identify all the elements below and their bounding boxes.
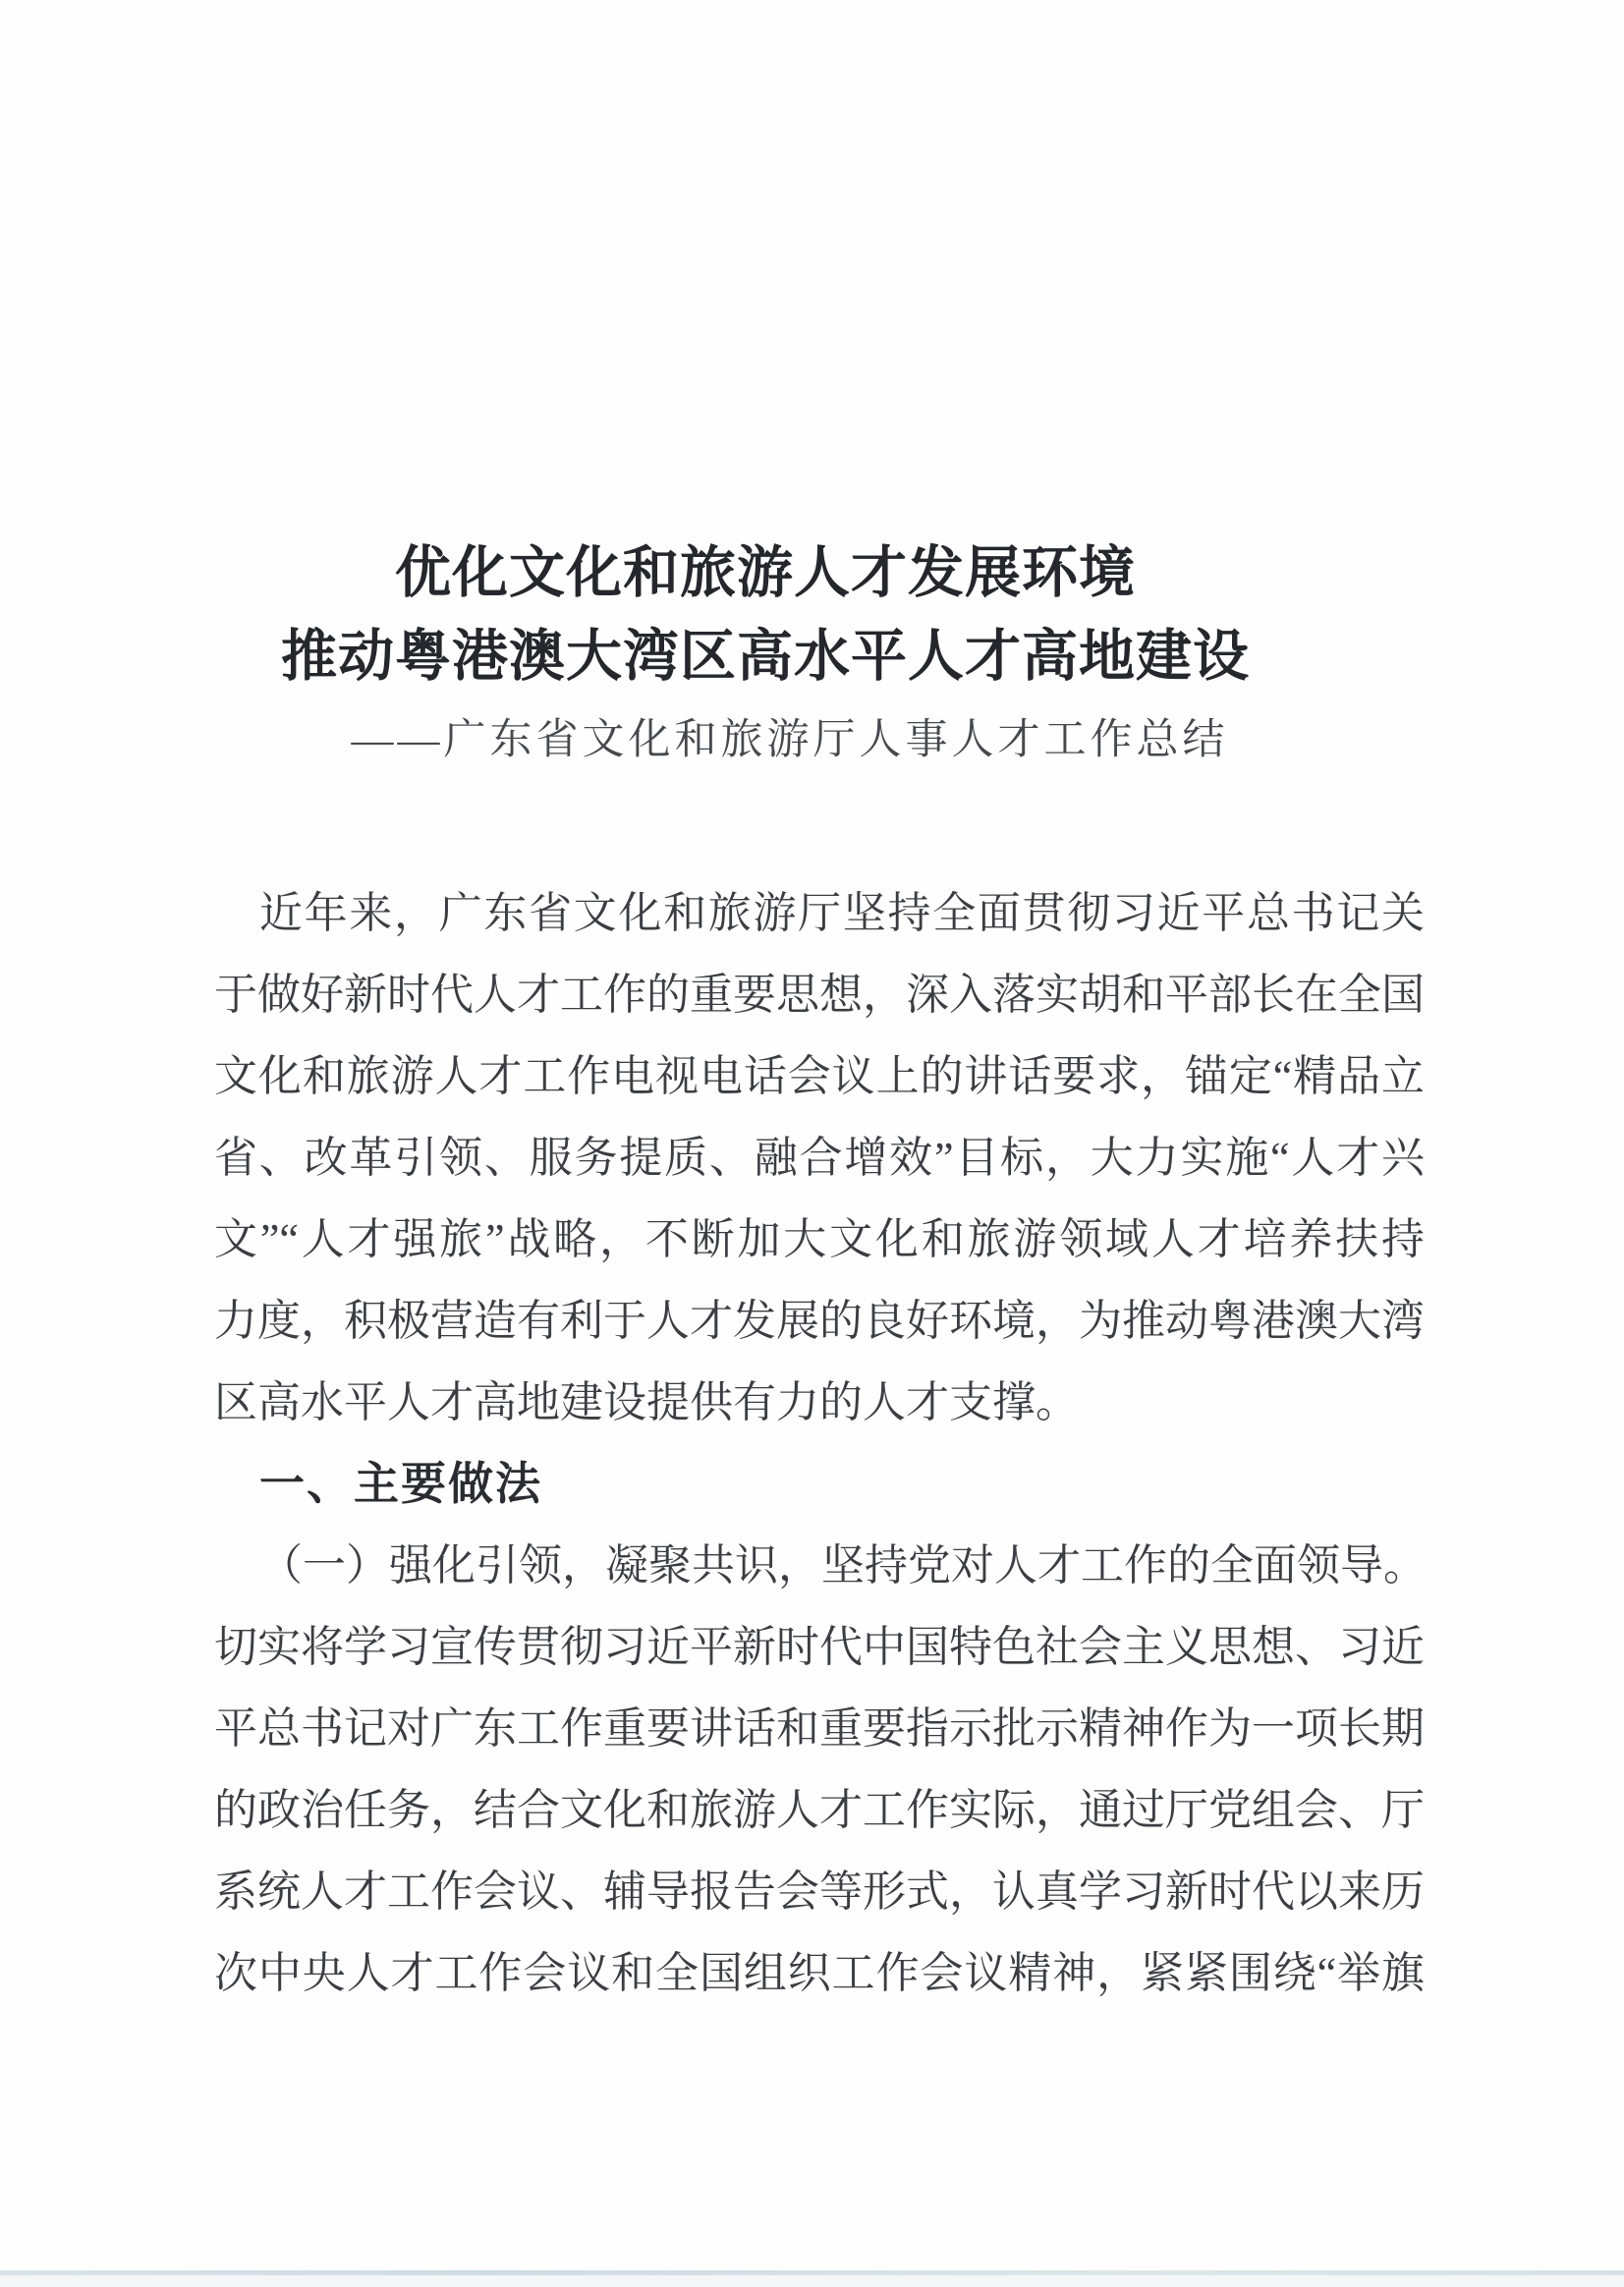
paragraph-line: 文”“人才强旅”战略，不断加大文化和旅游领域人才培养扶持 xyxy=(214,1215,1425,1263)
intro-paragraph xyxy=(214,872,1425,1443)
title-line-2: 推动粤港澳大湾区高水平人才高地建设 xyxy=(281,626,1250,688)
page-bottom-edge xyxy=(0,2270,1624,2275)
paragraph-line: 系统人才工作会议、辅导报告会等形式，认真学习新时代以来历 xyxy=(214,1868,1425,1916)
paragraph-line: 于做好新时代人才工作的重要思想，深入落实胡和平部长在全国 xyxy=(214,971,1425,1019)
paragraph-line: 文化和旅游人才工作电视电话会议上的讲话要求，锚定“精品立 xyxy=(214,1052,1425,1100)
document-subtitle: ——广东省文化和旅游厅人事人才工作总结 xyxy=(351,717,1229,763)
section-heading: 一、主要做法 xyxy=(259,1458,542,1509)
paragraph-line: 区高水平人才高地建设提供有力的人才支撑。 xyxy=(214,1378,1079,1426)
paragraph-line: 的政治任务，结合文化和旅游人才工作实际，通过厅党组会、厅 xyxy=(214,1786,1425,1834)
paragraph-line: 次中央人才工作会议和全国组织工作会议精神，紧紧围绕“举旗 xyxy=(214,1949,1425,1997)
paragraph-line: 切实将学习宣传贯彻习近平新时代中国特色社会主义思想、习近 xyxy=(214,1623,1425,1671)
paragraph-line: 平总书记对广东工作重要讲话和重要指示批示精神作为一项长期 xyxy=(214,1704,1425,1753)
paragraph-line: （一）强化引领，凝聚共识，坚持党对人才工作的全面领导。 xyxy=(259,1541,1427,1590)
document-body xyxy=(214,872,1425,2014)
title-line-1: 优化文化和旅游人才发展环境 xyxy=(395,542,1136,604)
paragraph-line: 省、改革引领、服务提质、融合增效”目标，大力实施“人才兴 xyxy=(214,1134,1425,1182)
page-bottom-shadow xyxy=(0,2275,1624,2287)
section-one-paragraph xyxy=(214,1525,1425,2014)
paragraph-line: 力度，积极营造有利于人才发展的良好环境，为推动粤港澳大湾 xyxy=(214,1297,1425,1345)
paragraph-line: 近年来，广东省文化和旅游厅坚持全面贯彻习近平总书记关 xyxy=(259,889,1425,937)
document-title xyxy=(214,531,1425,698)
